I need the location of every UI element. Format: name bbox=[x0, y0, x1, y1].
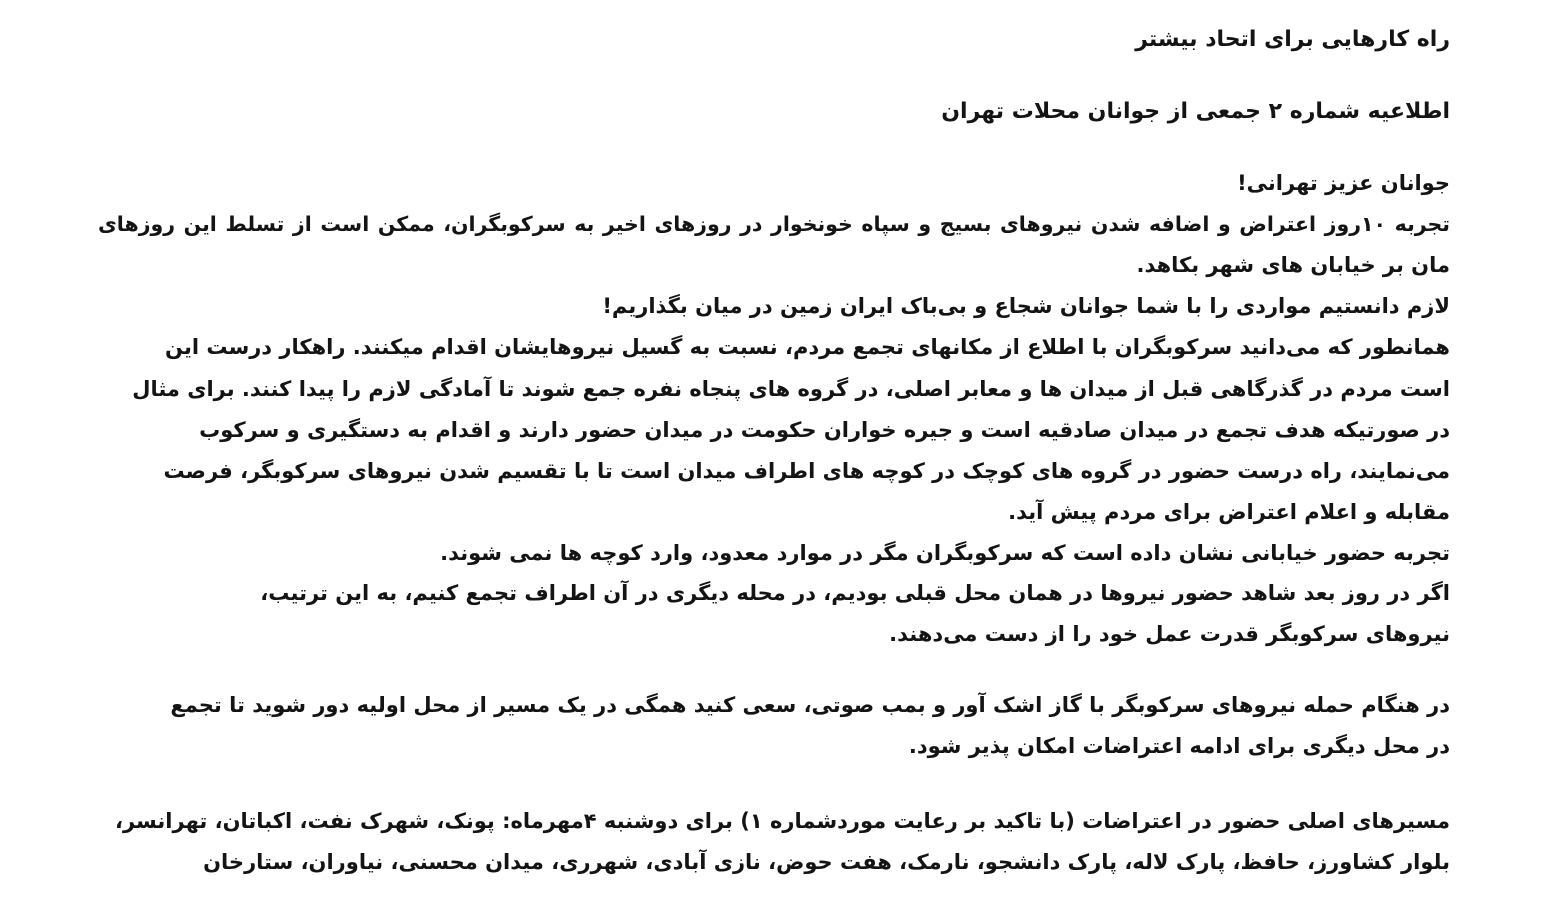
body-line: نیروهای سرکوبگر قدرت عمل خود را از دست می‌دهند. bbox=[889, 622, 1450, 646]
body-line: در محل دیگری برای ادامه اعتراضات امکان پذیر شود. bbox=[908, 734, 1450, 758]
document-subtitle: اطلاعیه شماره ۲ جمعی از جوانان محلات تهران bbox=[941, 99, 1450, 124]
body-line: در هنگام حمله نیروهای سرکوبگر با گاز اشک آور و بمب صوتی، سعی کنید همگی در یک مسیر از محل اولیه دور شوید تا تجمع bbox=[170, 693, 1450, 717]
greeting-line: جوانان عزیز تهرانی! bbox=[1237, 171, 1450, 195]
body-line: مان بر خیابان های شهر بکاهد. bbox=[1136, 253, 1450, 277]
body-line: تجربه حضور خیابانی نشان داده است که سرکوبگران مگر در موارد معدود، وارد کوچه ها نمی شوند. bbox=[440, 541, 1450, 565]
body-line: تجربه ۱۰روز اعتراض و اضافه شدن نیروهای بسیج و سپاه خونخوار در روزهای اخیر به سرکوبگران، ممکن است از تسلط این روزهای bbox=[98, 212, 1450, 236]
routes-line: بلوار کشاورز، حافظ، پارک لاله، پارک دانشجو، نارمک، هفت حوض، نازی آبادی، شهرری، میدان محسنی، نیاوران، ستارخان bbox=[203, 850, 1450, 874]
routes-line: مسیرهای اصلی حضور در اعتراضات (با تاکید بر رعایت موردشماره ۱) برای دوشنبه ۴مهرماه: پونک، شهرک نفت، اکباتان، تهرانسر، bbox=[115, 809, 1450, 833]
document-title: راه کارهایی برای اتحاد بیشتر bbox=[1135, 27, 1450, 52]
body-line: لازم دانستیم مواردی را با شما جوانان شجاع و بی‌باک ایران زمین در میان بگذاریم! bbox=[602, 294, 1450, 318]
body-line: همانطور که می‌دانید سرکوبگران با اطلاع از مکانهای تجمع مردم، نسبت به گسیل نیروهایشان اقدام میکنند. راهکار درست این bbox=[165, 335, 1450, 359]
body-line: اگر در روز بعد شاهد حضور نیروها در همان محل قبلی بودیم، در محله دیگری در آن اطراف تجمع کنیم، به این ترتیب، bbox=[260, 581, 1450, 605]
body-line: می‌نمایند، راه درست حضور در گروه های کوچک در کوچه های اطراف میدان است تا با تقسیم شدن نیروهای سرکوبگر، فرصت bbox=[163, 459, 1450, 483]
body-line: مقابله و اعلام اعتراض برای مردم پیش آید. bbox=[1008, 500, 1450, 524]
body-line: در صورتیکه هدف تجمع در میدان صادقیه است و جیره خواران حکومت در میدان حضور دارند و اقدام به دستگیری و سرکوب bbox=[199, 418, 1450, 442]
body-line: است مردم در گذرگاهی قبل از میدان ها و معابر اصلی، در گروه های پنجاه نفره جمع شوند تا آمادگی لازم را پیدا کنند. برای مثال bbox=[132, 377, 1450, 401]
